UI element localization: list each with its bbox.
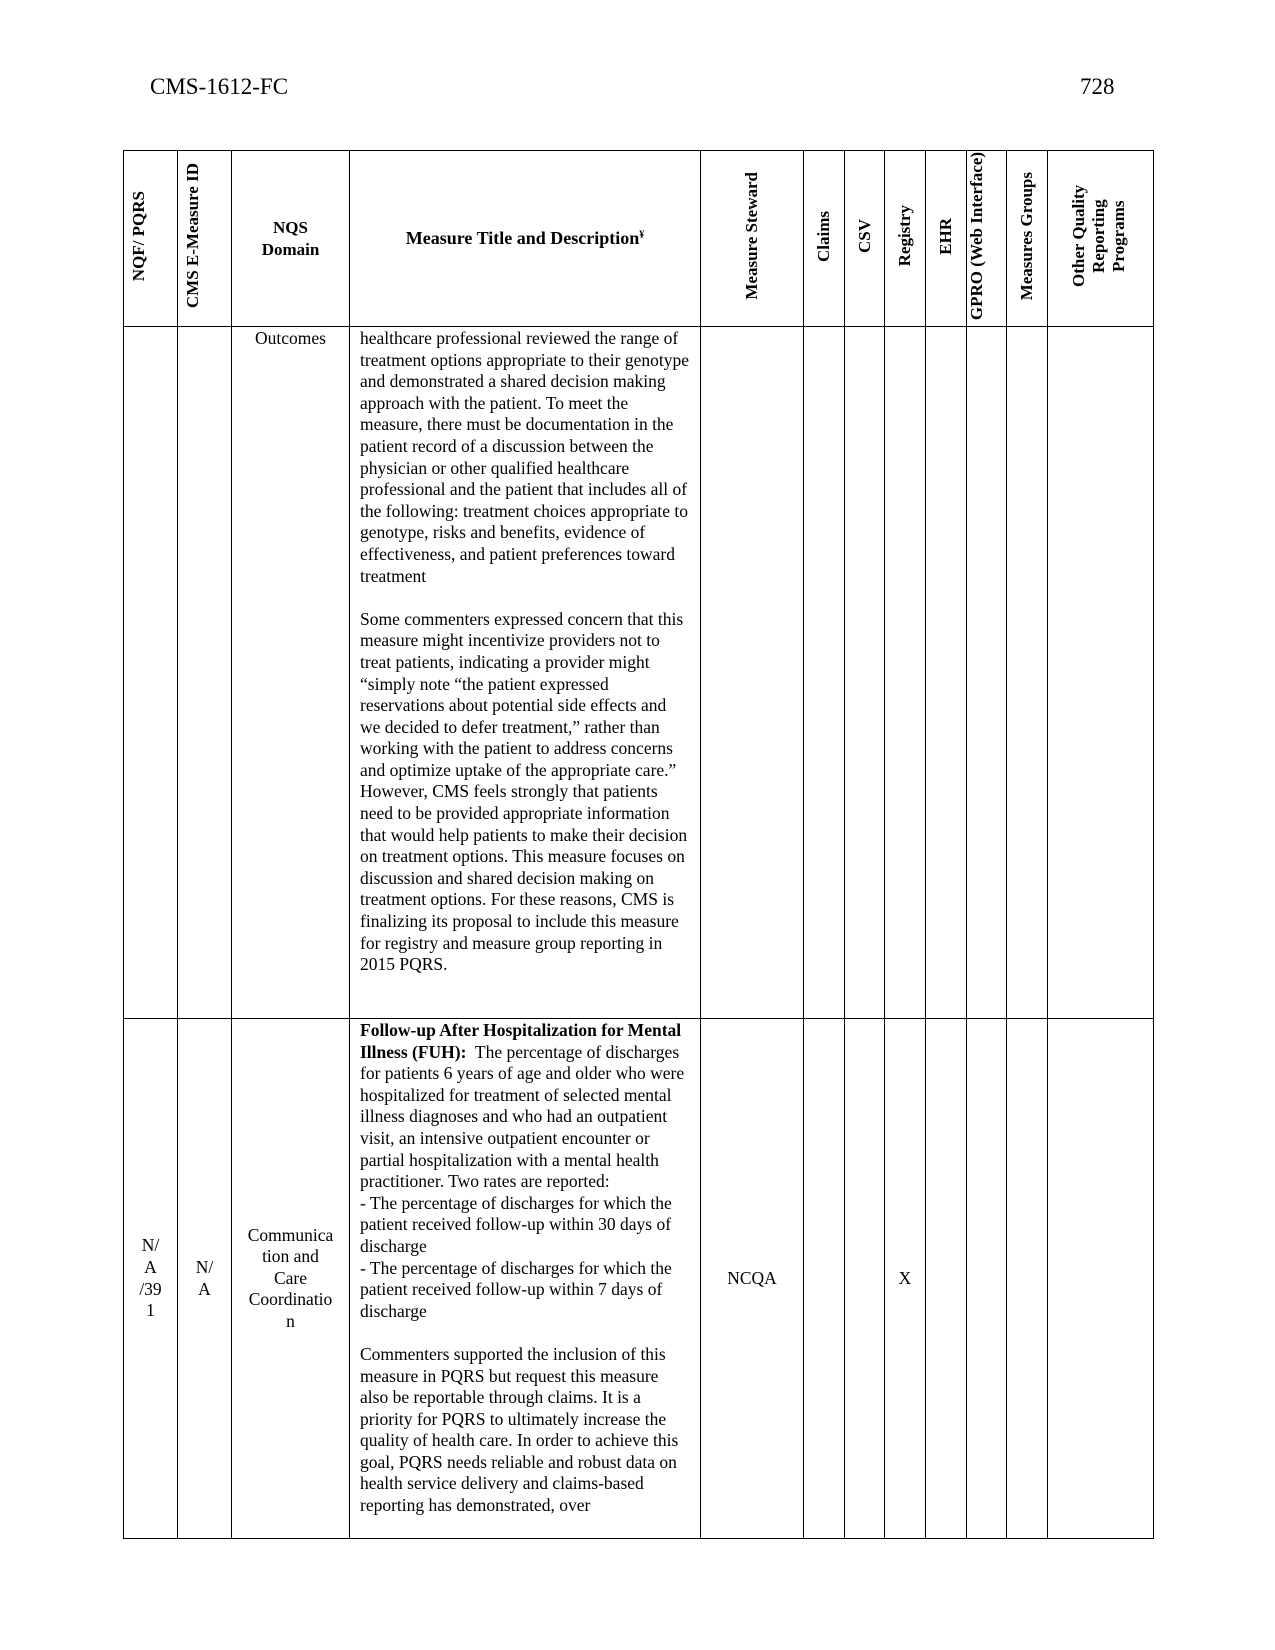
cell-measures-groups (1007, 327, 1048, 1019)
cell-other-programs (1048, 1019, 1154, 1539)
measures-table (123, 150, 1154, 1539)
measure-title: Follow-up After Hospitalization for Mental Illness (FUH): (360, 1020, 682, 1062)
cell-registry: X (885, 1019, 926, 1539)
cell-ehr (926, 327, 967, 1019)
cell-measures-groups (1007, 1019, 1048, 1539)
yen-footnote-mark: ¥ (639, 229, 645, 241)
header-nqs-domain: NQS Domain (232, 151, 350, 327)
description-paragraph: Some commenters expressed concern that this measure might incentivize providers not to treat patients, indicating a provider might “simply note “the patient expressed reservations about potential side effects and we decided to defer treatment,” rather than working with the patient to address concerns and optimize uptake of the appropriate care.” However, CMS feels strongly that patients need to be provided appropriate information that would help patients to make their decision on treatment options. This measure focuses on discussion and shared decision making on treatment options. For these reasons, CMS is finalizing its proposal to include this measure for registry and measure group reporting in 2015 PQRS. (360, 608, 688, 975)
header-ehr: EHR (926, 151, 967, 327)
cell-nqf: N/ A /39 1 (124, 1019, 178, 1539)
description-bullet: - The percentage of discharges for which the patient received follow-up within 30 days of discharge (360, 1192, 672, 1256)
cell-csv (845, 1019, 885, 1539)
header-other-programs: Other Quality Reporting Programs (1048, 151, 1154, 327)
description-paragraph: Commenters supported the inclusion of this measure in PQRS but request this measure also be reportable through claims. It is a priority for PQRS to ultimately increase the quality of health care. In order to achieve this goal, PQRS needs reliable and robust data on health service delivery and claims-based reporting has demonstrated, over (360, 1343, 679, 1516)
cell-description (350, 327, 701, 1019)
cell-gpro (967, 327, 1007, 1019)
cell-registry (885, 327, 926, 1019)
table-row (124, 1019, 1154, 1539)
cell-domain: Communica tion and Care Coordinatio n (232, 1019, 350, 1539)
header-measures-groups: Measures Groups (1007, 151, 1048, 327)
table-row (124, 327, 1154, 1019)
cell-other-programs (1048, 327, 1154, 1019)
page-number: 728 (1080, 74, 1115, 99)
header-claims: Claims (804, 151, 845, 327)
description-bullet: - The percentage of discharges for which the patient received follow-up within 7 days of discharge (360, 1257, 672, 1321)
cell-steward (701, 327, 804, 1019)
cell-csv (845, 327, 885, 1019)
cell-steward: NCQA (701, 1019, 804, 1539)
cell-claims (804, 327, 845, 1019)
cell-domain: Outcomes (232, 327, 350, 1019)
cell-cms: N/ A (178, 1019, 232, 1539)
description-paragraph: healthcare professional reviewed the range of treatment options appropriate to their genotype and demonstrated a shared decision making approach with the patient. To meet the measure, there must be documentation in the patient record of a discussion between the physician or other qualified healthcare professional and the patient that includes all of the following: treatment choices appropriate to genotype, risks and benefits, evidence of effectiveness, and patient preferences toward treatment (360, 328, 689, 586)
header-measure-title: Measure Title and Description¥ (350, 151, 701, 327)
header-measure-steward: Measure Steward (701, 151, 804, 327)
cell-gpro (967, 1019, 1007, 1539)
header-registry: Registry (885, 151, 926, 327)
header-cms-emeasure-id: CMS E-Measure ID (178, 151, 232, 327)
header-nqf-pqrs: NQF/ PQRS (124, 151, 178, 327)
cell-claims (804, 1019, 845, 1539)
header-gpro: GPRO (Web Interface) (967, 151, 1007, 327)
header-row (124, 151, 1154, 327)
cell-description (350, 1019, 701, 1539)
description-paragraph: Follow-up After Hospitalization for Mental Illness (FUH): The percentage of discharges for patients 6 years of age and older who were hospitalized for treatment of selected mental illness diagnoses and who had an outpatient visit, an intensive outpatient encounter or partial hospitalization with a mental health practitioner. Two rates are reported: (360, 1020, 685, 1192)
cell-cms (178, 327, 232, 1019)
cell-ehr (926, 1019, 967, 1539)
header-csv: CSV (845, 151, 885, 327)
cell-nqf (124, 327, 178, 1019)
document-id: CMS-1612-FC (150, 74, 289, 99)
